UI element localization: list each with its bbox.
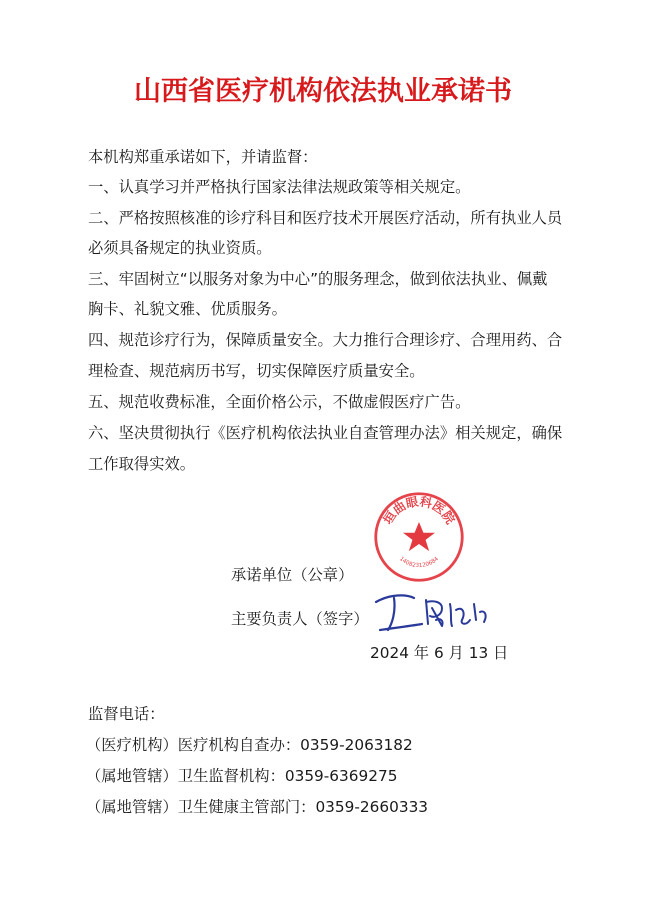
contacts-heading: 监督电话： (88, 705, 165, 723)
intro-line: 本机构郑重承诺如下，并请监督： (88, 148, 318, 166)
promise-date: 2024 年 6 月 13 日 (370, 644, 509, 662)
item-4-line-1: 四、规范诊疗行为，保障质量安全。大力推行合理诊疗、合理用药、合 (88, 331, 563, 349)
item-4-line-2: 理检查、规范病历书写，切实保障医疗质量安全。 (88, 362, 425, 380)
unit-label: 承诺单位（公章） (231, 566, 354, 584)
item-6-line-1: 六、坚决贯彻执行《医疗机构依法执业自查管理办法》相关规定，确保 (88, 424, 563, 442)
item-2-line-2: 必须具备规定的执业资质。 (88, 239, 272, 257)
seal-text: 垣曲眼科医院 (380, 494, 458, 527)
contact-row-3: （属地管辖）卫生健康主管部门：0359-2660333 (86, 798, 429, 816)
item-2-line-1: 二、严格按照核准的诊疗科目和医疗技术开展医疗活动，所有执业人员 (88, 209, 563, 227)
handwritten-signature (370, 590, 492, 638)
item-5-line-1: 五、规范收费标准，全面价格公示，不做虚假医疗广告。 (88, 393, 471, 411)
item-1-line-1: 一、认真学习并严格执行国家法律法规政策等相关规定。 (88, 178, 471, 196)
item-3-line-1: 三、牢固树立“以服务对象为中心”的服务理念，做到依法执业、佩戴 (88, 270, 548, 288)
contact-row-1: （医疗机构）医疗机构自查办：0359-2063182 (86, 736, 413, 754)
seal-star-icon (403, 522, 435, 551)
official-seal (372, 490, 466, 584)
item-6-line-2: 工作取得实效。 (88, 455, 196, 473)
contact-row-2: （属地管辖）卫生监督机构：0359-6369275 (86, 767, 398, 785)
svg-text:140823120684 (398, 556, 440, 569)
seal-number: 140823120684 (398, 556, 440, 570)
person-label: 主要负责人（签字） (231, 610, 369, 628)
document-title: 山西省医疗机构依法执业承诺书 (134, 76, 512, 107)
item-3-line-2: 胸卡、礼貌文雅、优质服务。 (88, 300, 287, 318)
